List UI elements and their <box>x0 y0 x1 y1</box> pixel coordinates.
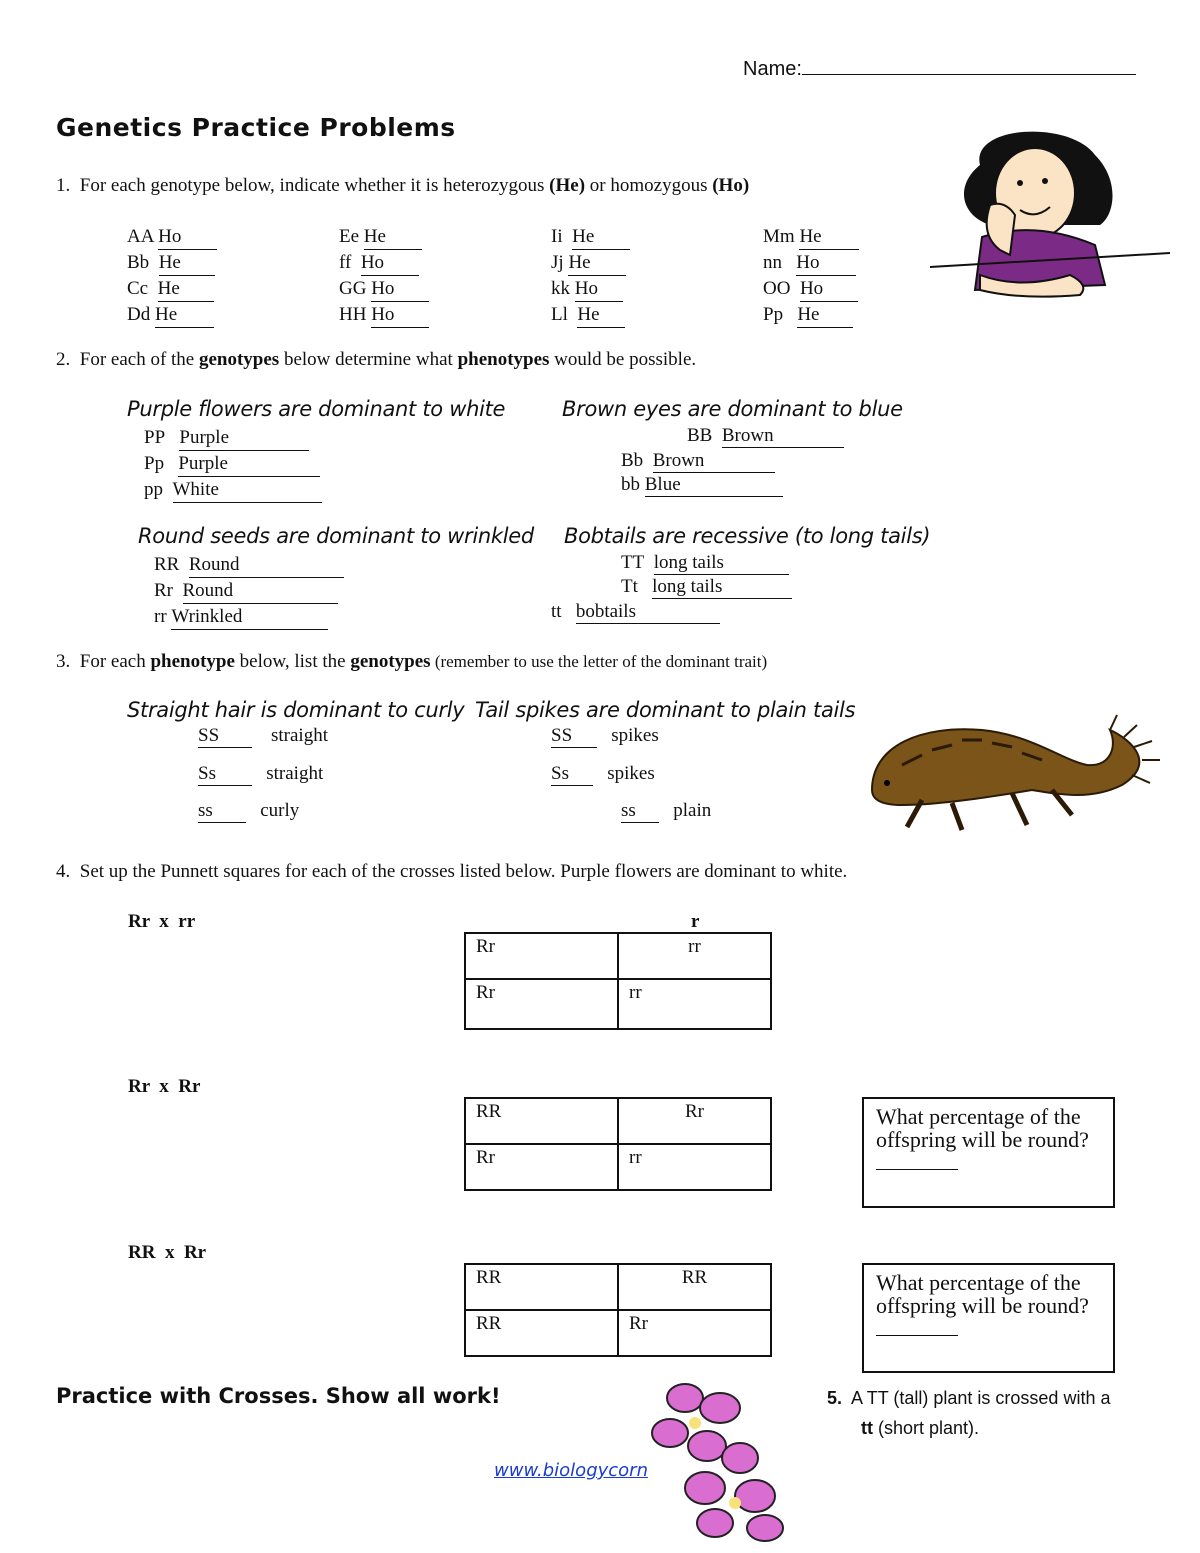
answer[interactable]: Ho <box>800 276 858 302</box>
question-5 <box>827 1383 1110 1443</box>
genotype: PP <box>144 427 166 448</box>
q1-text-b: or homozygous <box>585 175 713 196</box>
answer[interactable]: Ho <box>575 276 623 302</box>
q2-tails-row-3 <box>551 601 720 624</box>
phenotype: straight <box>266 763 324 784</box>
q5-number: 5. <box>827 1388 843 1408</box>
genotype: nn <box>763 252 782 273</box>
percentage-answer-blank[interactable] <box>876 1169 958 1170</box>
q2-heading-tails: Bobtails are recessive (to long tails) <box>564 524 931 548</box>
answer[interactable]: bobtails <box>576 601 720 624</box>
answer[interactable]: Ho <box>796 250 856 276</box>
q2-flowers-rows <box>144 425 322 503</box>
answer[interactable]: He <box>364 224 422 250</box>
genotype: ff <box>339 252 352 273</box>
phenotype: plain <box>673 800 712 821</box>
q5-text-c: (short plant). <box>873 1418 980 1438</box>
percentage-answer-blank[interactable] <box>876 1335 958 1336</box>
q3-hair-row-1 <box>198 725 328 748</box>
punnett-cell[interactable]: rr <box>618 1144 771 1190</box>
q2-row <box>154 552 344 578</box>
punnett-cell[interactable]: Rr <box>465 979 618 1029</box>
answer[interactable]: Purple <box>179 425 309 451</box>
q1-number: 1. <box>56 175 71 196</box>
genotype: HH <box>339 304 367 325</box>
answer[interactable]: Ho <box>158 224 217 250</box>
answer[interactable]: Wrinkled <box>171 604 328 630</box>
answer[interactable]: He <box>797 302 853 328</box>
phenotype: straight <box>271 725 328 746</box>
punnett-cell[interactable]: Rr <box>618 1098 771 1144</box>
q2-row <box>144 425 322 451</box>
question-2 <box>56 349 696 371</box>
q2-eyes-row-1 <box>687 425 844 448</box>
punnett-cell[interactable]: Rr <box>465 1144 618 1190</box>
genotype: Bb <box>127 252 150 273</box>
answer[interactable]: He <box>155 302 214 328</box>
q1-item <box>763 224 859 250</box>
punnett-square-3 <box>464 1263 772 1357</box>
answer[interactable]: Round <box>189 552 344 578</box>
q1-col-1 <box>127 224 217 328</box>
question-3 <box>56 651 767 673</box>
genotype: Rr <box>154 580 173 601</box>
percentage-question-box-2 <box>862 1263 1115 1373</box>
q3-heading-tail: Tail spikes are dominant to plain tails <box>475 698 856 722</box>
q2-text-b: below determine what <box>279 349 458 370</box>
q1-col-2 <box>339 224 429 328</box>
genotype: RR <box>154 554 180 575</box>
punnett-cell[interactable]: rr <box>618 979 771 1029</box>
answer[interactable]: ss <box>198 800 246 823</box>
q2-bold-1: genotypes <box>198 349 280 370</box>
cross-2-label: Rr x Rr <box>128 1076 201 1097</box>
answer[interactable]: He <box>572 224 630 250</box>
genotype: AA <box>127 226 154 247</box>
q5-text-b: tt <box>861 1418 873 1438</box>
q1-item <box>127 302 217 328</box>
answer[interactable]: Brown <box>722 425 844 448</box>
genotype: Bb <box>621 450 644 471</box>
genotype: TT <box>621 552 645 573</box>
q1-item <box>763 302 859 328</box>
q2-eyes-row-3 <box>621 474 783 497</box>
flower-illustration <box>645 1378 795 1543</box>
question-1 <box>56 175 749 197</box>
genotype: Mm <box>763 226 795 247</box>
q2-tails-row-2 <box>621 576 792 599</box>
genotype: pp <box>144 479 163 500</box>
q1-item <box>339 224 429 250</box>
answer[interactable]: SS <box>551 725 597 748</box>
punnett-cell[interactable]: Rr <box>465 933 618 979</box>
q3-text-b: below, list the <box>234 651 351 672</box>
answer[interactable]: Purple <box>178 451 320 477</box>
answer[interactable]: Round <box>183 578 338 604</box>
answer[interactable]: Ho <box>371 276 429 302</box>
answer[interactable]: Ho <box>361 250 419 276</box>
q1-col-4 <box>763 224 859 328</box>
genotype: GG <box>339 278 367 299</box>
genotype: Ll <box>551 304 568 325</box>
q2-heading-eyes: Brown eyes are dominant to blue <box>562 397 903 421</box>
q1-item <box>551 276 630 302</box>
q3-tail-row-3 <box>621 800 711 823</box>
name-field[interactable] <box>743 58 1136 81</box>
phenotype: spikes <box>611 725 659 746</box>
q3-hair-row-3 <box>198 800 299 823</box>
q1-item <box>763 276 859 302</box>
q1-text-a: For each genotype below, indicate whether it is heterozygous <box>79 175 550 196</box>
answer[interactable]: Ss <box>198 763 252 786</box>
genotype: rr <box>154 606 167 627</box>
q3-bold-2: genotypes <box>350 651 431 672</box>
punnett-cell[interactable]: RR <box>465 1098 618 1144</box>
genotype: Pp <box>763 304 784 325</box>
answer[interactable]: He <box>159 250 215 276</box>
q1-item <box>339 276 429 302</box>
q1-item <box>127 250 217 276</box>
genotype: OO <box>763 278 791 299</box>
q2-row <box>144 477 322 503</box>
q3-text-c: (remember to use the letter of the dominant trait) <box>430 652 768 671</box>
q1-item <box>551 250 630 276</box>
q3-hair-row-2 <box>198 763 323 786</box>
answer[interactable]: ss <box>621 800 659 823</box>
answer[interactable]: He <box>577 302 625 328</box>
genotype: Tt <box>621 576 638 597</box>
q1-col-3 <box>551 224 630 328</box>
genotype: Dd <box>127 304 151 325</box>
genotype: Ii <box>551 226 563 247</box>
name-blank[interactable] <box>802 74 1136 75</box>
answer[interactable]: long tails <box>654 552 789 575</box>
q1-item <box>551 302 630 328</box>
q3-bold-1: phenotype <box>150 651 235 672</box>
q4-number: 4. <box>56 861 71 882</box>
genotype: BB <box>687 425 713 446</box>
percentage-question-box-1 <box>862 1097 1115 1208</box>
cross-1-label: Rr x rr <box>128 911 196 932</box>
cross-3-label: RR x Rr <box>128 1242 207 1263</box>
q1-he: (He) <box>549 175 586 196</box>
genotype: kk <box>551 278 570 299</box>
q2-row <box>154 604 344 630</box>
punnett-cell[interactable]: RR <box>465 1310 618 1356</box>
lizard-illustration <box>862 705 1167 835</box>
q2-bold-2: phenotypes <box>457 349 550 370</box>
q2-number: 2. <box>56 349 71 370</box>
genotype: bb <box>621 474 640 495</box>
q1-item <box>127 276 217 302</box>
genotype: Cc <box>127 278 149 299</box>
genotype: Jj <box>551 252 564 273</box>
q2-eyes-row-2 <box>621 450 775 473</box>
q2-row <box>154 578 344 604</box>
q1-ho: (Ho) <box>712 175 750 196</box>
q2-seeds-rows <box>154 552 344 630</box>
answer[interactable]: long tails <box>652 576 792 599</box>
q3-heading-hair: Straight hair is dominant to curly <box>127 698 465 722</box>
punnett-cell[interactable]: Rr <box>618 1310 771 1356</box>
genotype: Pp <box>144 453 165 474</box>
practice-heading: Practice with Crosses. Show all work! <box>56 1384 501 1408</box>
answer[interactable]: He <box>568 250 626 276</box>
genotype: Ee <box>339 226 360 247</box>
q5-text-a: A TT (tall) plant is crossed with a <box>851 1388 1111 1408</box>
answer[interactable]: Brown <box>653 450 775 473</box>
q1-item <box>551 224 630 250</box>
q3-tail-row-1 <box>551 725 659 748</box>
punnett-square-1 <box>464 932 772 1030</box>
q3-tail-row-2 <box>551 763 655 786</box>
answer[interactable]: He <box>158 276 214 302</box>
phenotype: curly <box>260 800 300 821</box>
q2-heading-flowers: Purple flowers are dominant to white <box>127 397 506 421</box>
q1-item <box>339 250 429 276</box>
girl-illustration <box>920 125 1180 300</box>
q2-text-c: would be possible. <box>549 349 697 370</box>
punnett-square-2 <box>464 1097 772 1191</box>
answer[interactable]: SS <box>198 725 252 748</box>
punnett-cell[interactable]: RR <box>465 1264 618 1310</box>
phenotype: spikes <box>607 763 655 784</box>
q2-text-a: For each of the <box>79 349 199 370</box>
answer[interactable]: He <box>799 224 859 250</box>
q3-text-a: For each <box>79 651 151 672</box>
name-label: Name: <box>743 58 802 80</box>
biology-corner-link[interactable]: www.biologycorn <box>494 1460 648 1481</box>
percentage-question: What percentage of the offspring will be round? <box>876 1104 1089 1152</box>
q1-item <box>339 302 429 328</box>
punnett-cell[interactable]: RR <box>618 1264 771 1310</box>
genotype: tt <box>551 601 562 622</box>
answer[interactable]: Ho <box>371 302 429 328</box>
q4-text: Set up the Punnett squares for each of the crosses listed below. Purple flowers are dominant to white. <box>79 861 848 882</box>
question-4 <box>56 861 847 883</box>
q1-item <box>763 250 859 276</box>
punnett-cell[interactable]: rr <box>618 933 771 979</box>
q2-row <box>144 451 322 477</box>
percentage-question: What percentage of the offspring will be round? <box>876 1270 1089 1318</box>
answer[interactable]: White <box>173 477 322 503</box>
q1-item <box>127 224 217 250</box>
answer[interactable]: Blue <box>645 474 783 497</box>
cross-1-top-label: r <box>691 911 700 932</box>
answer[interactable]: Ss <box>551 763 593 786</box>
page-title: Genetics Practice Problems <box>56 113 456 142</box>
q2-tails-row-1 <box>621 552 789 575</box>
q2-heading-seeds: Round seeds are dominant to wrinkled <box>138 524 534 548</box>
q3-number: 3. <box>56 651 71 672</box>
